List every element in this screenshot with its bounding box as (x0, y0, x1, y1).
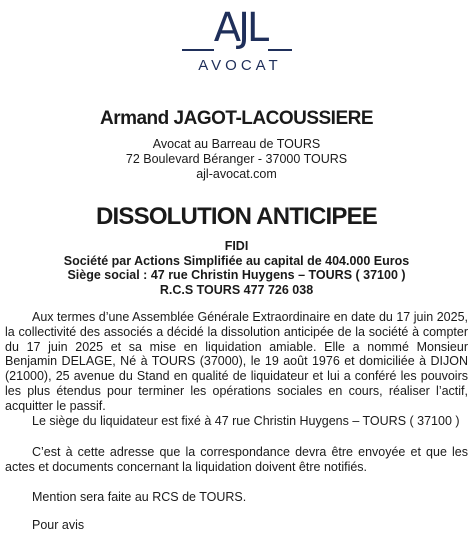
lawyer-website: ajl-avocat.com (196, 167, 277, 181)
paragraph-liquidator-office: Le siège du liquidateur est fixé à 47 rue Christin Huygens – TOURS ( 37100 ) (32, 414, 460, 428)
company-block (0, 239, 473, 297)
registered-office: Siège social : 47 rue Christin Huygens – TOURS ( 37100 ) (67, 268, 406, 282)
logo-mark: AJL (213, 5, 267, 51)
logo-subtitle: AVOCAT (198, 57, 282, 74)
company-form: Société par Actions Simplifiée au capital de 404.000 Euros (63, 253, 410, 268)
company-name: FIDI (224, 239, 249, 253)
logo-rule-right (268, 49, 292, 51)
paragraph-correspondence: C’est à cette adresse que la correspondance devra être envoyée et que les actes et documents concernant la liquidation doivent être notifiés. (5, 445, 468, 474)
notice-title: DISSOLUTION ANTICIPEE (96, 203, 377, 230)
lawyer-name: Armand JAGOT-LACOUSSIERE (99, 108, 374, 129)
lawyer-address: 72 Boulevard Béranger - 37000 TOURS (125, 152, 348, 166)
paragraph-resolution: Aux termes d’une Assemblée Générale Extraordinaire en date du 17 juin 2025, la collectivité des associés a décidé la dissolution anticipée de la société à compter du 17 juin 2025 et sa mise en liquidation amiable. Elle a nommé Monsieur Benjamin DELAGE, Né à TOURS (37000), le 19 août 1976 et domiciliée à DIJON (21000), 25 avenue du Stand en qualité de liquidateur et lui a conféré les pouvoirs les plus étendus pour terminer les opérations sociales en cours, réaliser l’actif, acquitter le passif. (5, 310, 468, 413)
rcs-number: R.C.S TOURS 477 726 038 (159, 282, 314, 297)
ajl-logo (0, 0, 473, 80)
paragraph-closing: Pour avis (32, 518, 85, 532)
paragraph-rcs-mention: Mention sera faite au RCS de TOURS. (32, 490, 247, 504)
logo-rule-left (182, 49, 214, 51)
lawyer-bar: Avocat au Barreau de TOURS (152, 137, 321, 151)
